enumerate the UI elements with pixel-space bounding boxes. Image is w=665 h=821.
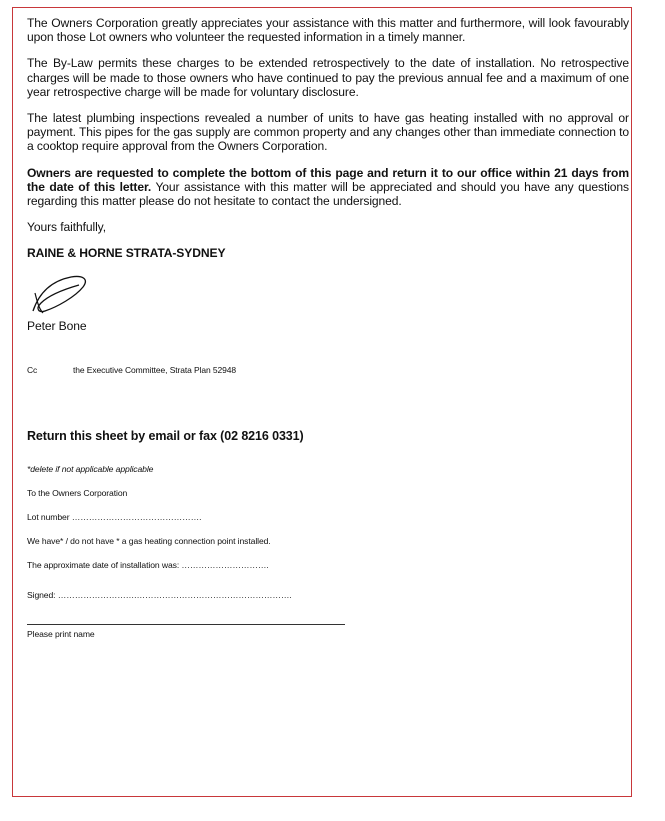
delete-note: *delete if not applicable applicable: [27, 464, 154, 475]
paragraph-4-bold: Owners are requested to complete the bottom of this page and return it to our office within 21 days from the date of this letter.: [27, 165, 629, 194]
cc-text: the Executive Committee, Strata Plan 52948: [73, 364, 237, 375]
to-line: To the Owners Corporation: [27, 488, 128, 499]
page-border: [12, 7, 632, 797]
signature-image: [27, 273, 97, 317]
print-name-line: [27, 624, 345, 625]
lot-number-field: Lot number ……………………………………….: [27, 512, 202, 523]
company-name: RAINE & HORNE STRATA-SYDNEY: [27, 246, 226, 261]
return-heading: Return this sheet by email or fax (02 8216 0331): [27, 429, 304, 444]
gas-connection-line: We have* / do not have * a gas heating connection point installed.: [27, 536, 271, 547]
signatory-name: Peter Bone: [27, 318, 87, 333]
letter-body: [27, 16, 629, 641]
closing: Yours faithfully,: [27, 220, 106, 235]
paragraph-3: The latest plumbing inspections revealed a number of units to have gas heating installed with no approval or payment. This pipes for the gas supply are common property and any changes other than immediate connection to a cooktop require approval from the Owners Corporation.: [27, 111, 629, 154]
signed-field: Signed: ……………………….……………………………………………….: [27, 590, 292, 601]
print-name-label: Please print name: [27, 629, 95, 640]
paragraph-1: The Owners Corporation greatly appreciates your assistance with this matter and furthermore, will look favourably upon those Lot owners who volunteer the requested information in a timely manner.: [27, 16, 629, 45]
cc-label: Cc: [27, 364, 38, 375]
paragraph-2: The By-Law permits these charges to be extended retrospectively to the date of installation. No retrospective charges will be made to those owners who have continued to pay the previous annual fee and a maximum of one year retrospective charge will be made for voluntary disclosure.: [27, 56, 629, 99]
paragraph-4-rest: Your assistance with this matter will be appreciated and should you have any questions regarding this matter please do not hesitate to contact the undersigned.: [27, 179, 629, 209]
installation-date-field: The approximate date of installation was: ………………………….: [27, 560, 269, 571]
paragraph-4: [27, 166, 629, 209]
cc-line: [27, 363, 629, 377]
